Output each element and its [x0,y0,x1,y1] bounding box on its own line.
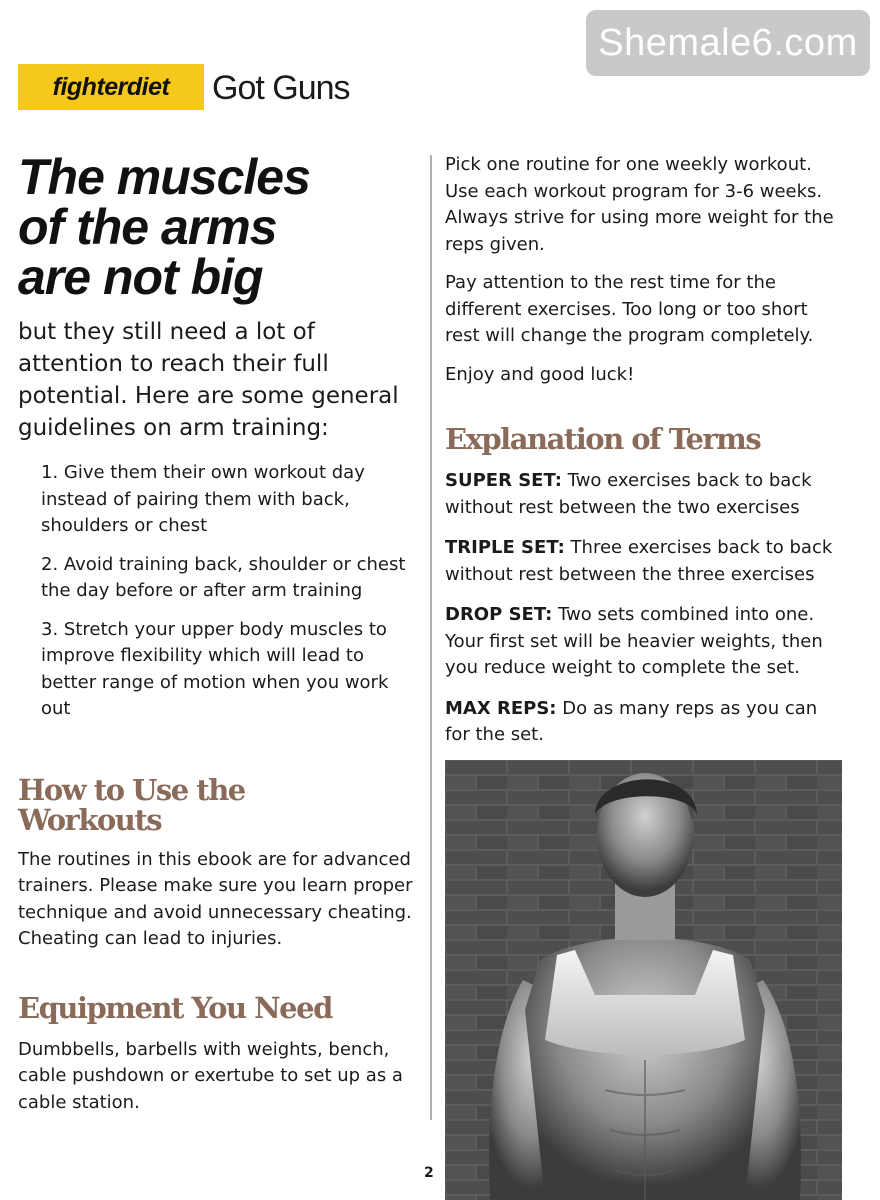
equipment-heading: Equipment You Need [18,990,332,1025]
good-luck-paragraph: Enjoy and good luck! [445,363,635,385]
term-max-reps [445,696,845,749]
term-label: DROP SET: [445,604,553,625]
term-definition: Two exercises back to back without rest between the two exercises [445,470,812,518]
headline-line-3: are not big [18,249,263,305]
terms-heading: Explanation of Terms [445,422,761,456]
headline-line-2: of the arms [18,199,277,255]
brand-logo: fighterdiet [18,64,204,110]
equipment-text: Dumbbells, barbells with weights, bench, cable pushdown or exertube to set up as a cable station. [18,1038,403,1113]
routine-paragraph: Pick one routine for one weekly workout. Use each workout program for 3-6 weeks. Always strive for using more weight for the reps given. [445,154,834,255]
column-divider [430,155,432,1120]
guideline-item: 3. Stretch your upper body muscles to improve flexibility which will lead to better range of motion when you work out [41,618,389,719]
term-definition: Do as many reps as you can for the set. [445,697,818,745]
headline-line-1: The muscles [18,149,310,205]
watermark: Shemale6.com [586,10,870,76]
headline [18,149,418,305]
term-drop-set [445,602,845,682]
athlete-photo [445,760,842,1200]
intro-text: but they still need a lot of attention to reach their full potential. Here are some general guidelines on arm training: [18,319,399,441]
series-title: Got Guns [212,69,350,107]
page-number: 2 [424,1165,434,1181]
guideline-item: 1. Give them their own workout day instead of pairing them with back, shoulders or chest [41,462,365,536]
term-label: MAX REPS: [445,697,557,719]
term-super-set [445,468,845,521]
guidelines-list [41,460,418,723]
how-to-text: The routines in this ebook are for advanced trainers. Please make sure you learn proper technique and avoid unnecessary cheating. Cheating can lead to injuries. [18,848,413,949]
right-column [445,152,845,749]
term-definition: Three exercises back to back without rest between the three exercises [445,537,833,585]
how-to-heading [18,772,418,837]
guideline-item: 2. Avoid training back, shoulder or chest the day before or after arm training [41,553,406,601]
how-to-heading-line-2: Workouts [18,802,162,837]
term-triple-set [445,535,845,588]
rest-time-paragraph: Pay attention to the rest time for the different exercises. Too long or too short rest will change the program completely. [445,272,814,346]
term-definition: Two sets combined into one. Your first set will be heavier weights, then you reduce weight to complete the set. [445,604,823,678]
left-column [18,149,418,1116]
how-to-heading-line-1: How to Use the [18,772,245,807]
term-label: SUPER SET: [445,470,562,491]
term-label: TRIPLE SET: [445,537,565,558]
